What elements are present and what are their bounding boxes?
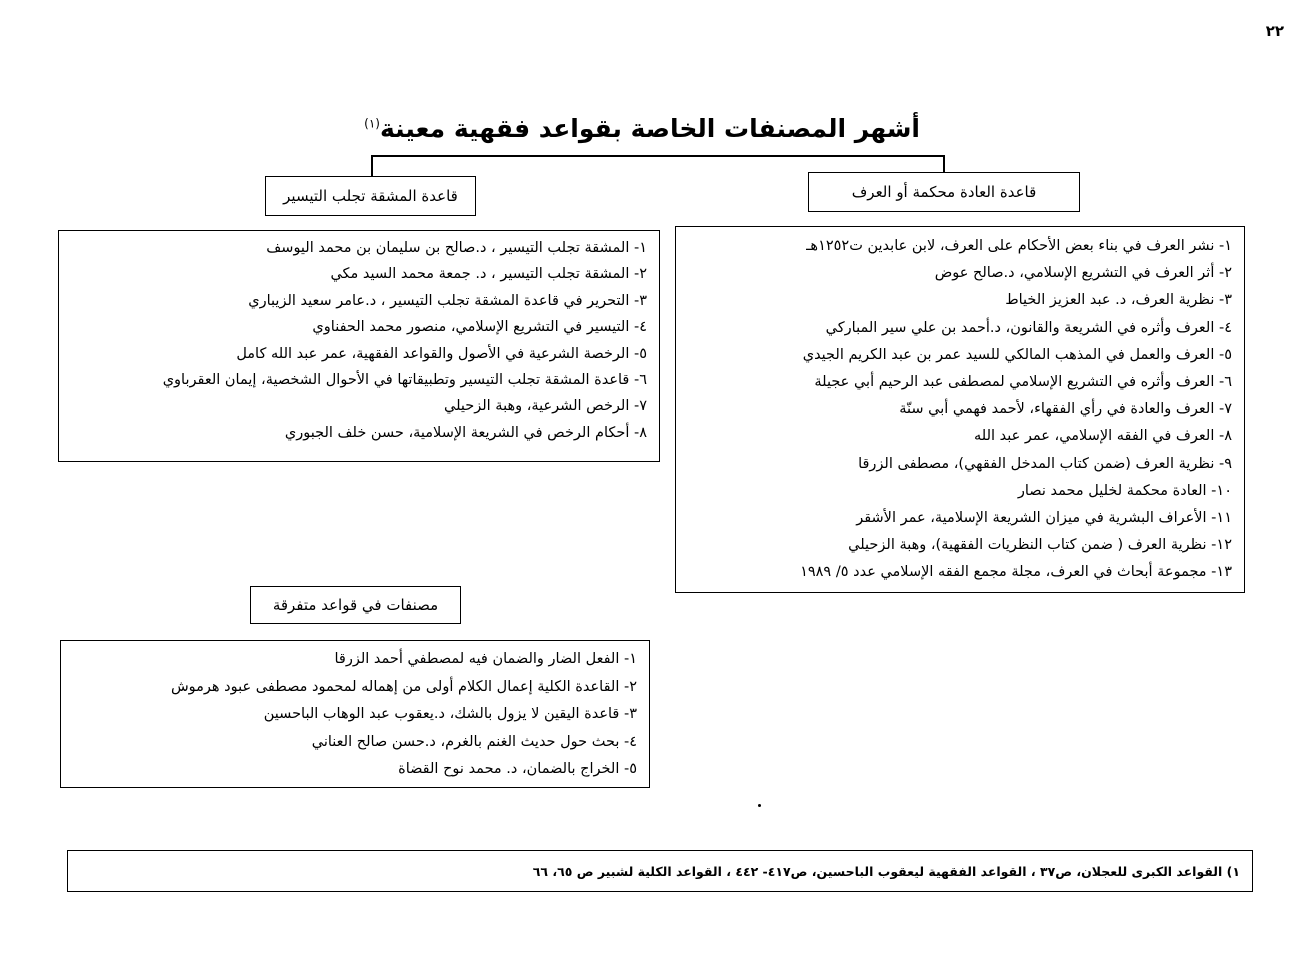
- list-item: ٢- المشقة تجلب التيسير ، د. جمعة محمد السيد مكي: [330, 266, 647, 283]
- list-item: ١- نشر العرف في بناء بعض الأحكام على العرف، لابن عابدين ت١٢٥٢هـ: [806, 238, 1232, 254]
- list-item: ٥- العرف والعمل في المذهب المالكي للسيد عمر بن عبد الكريم الجيدي: [802, 346, 1232, 363]
- list-item: ٧- الرخص الشرعية، وهبة الزحيلي: [444, 398, 647, 415]
- urf-header-box: [808, 172, 1080, 212]
- list-item: ٦- قاعدة المشقة تجلب التيسير وتطبيقاتها في الأحوال الشخصية، إيمان العقرباوي: [162, 372, 647, 389]
- footnote-box: [67, 850, 1253, 892]
- list-item: ١- المشقة تجلب التيسير ، د.صالح بن سليمان بن محمد اليوسف: [266, 240, 647, 256]
- stray-dot: [758, 804, 761, 807]
- mashaqqa-list-box: [58, 230, 660, 462]
- page-title: [364, 114, 920, 143]
- connector-horizontal: [371, 155, 945, 157]
- title-footnote-marker: (١): [364, 116, 380, 131]
- mashaqqa-header-label: قاعدة المشقة تجلب التيسير: [283, 187, 458, 205]
- footnote-text: ١) القواعد الكبرى للعجلان، ص٣٧ ، القواعد الفقهية ليعقوب الباحسين، ص٤١٧- ٤٤٢ ، القواعد الكلية لشبير ص ٦٥، ٦٦: [532, 863, 1240, 879]
- misc-list-box: [60, 640, 650, 788]
- misc-header-box: [250, 586, 461, 624]
- list-item: ٧- العرف والعادة في رأي الفقهاء، لأحمد فهمي أبي سنّة: [899, 401, 1232, 418]
- mashaqqa-header-box: [265, 176, 476, 216]
- connector-right-drop: [943, 155, 945, 172]
- list-item: ١- الفعل الضار والضمان فيه لمصطفي أحمد الزرقا: [334, 651, 637, 667]
- list-item: ٨- العرف في الفقه الإسلامي، عمر عبد الله: [974, 428, 1232, 445]
- list-item: ٣- قاعدة اليقين لا يزول بالشك، د.يعقوب عبد الوهاب الباحسين: [263, 706, 637, 723]
- list-item: ٤- العرف وأثره في الشريعة والقانون، د.أحمد بن علي سير المباركي: [825, 319, 1232, 336]
- connector-left-drop: [371, 155, 373, 176]
- list-item: ٤- بحث حول حديث الغنم بالغرم، د.حسن صالح العناني: [311, 733, 637, 750]
- title-text: أشهر المصنفات الخاصة بقواعد فقهية معينة: [379, 114, 920, 143]
- list-item: ٩- نظرية العرف (ضمن كتاب المدخل الفقهي)، مصطفى الزرقا: [858, 455, 1232, 472]
- list-item: ١٠- العادة محكمة لخليل محمد نصار: [1017, 482, 1232, 499]
- list-item: ٤- التيسير في التشريع الإسلامي، منصور محمد الحفناوي: [312, 319, 647, 336]
- list-item: ٣- نظرية العرف، د. عبد العزيز الخياط: [1005, 292, 1232, 309]
- list-item: ١٢- نظرية العرف ( ضمن كتاب النظريات الفقهية)، وهبة الزحيلي: [848, 537, 1232, 554]
- urf-header-label: قاعدة العادة محكمة أو العرف: [851, 183, 1037, 201]
- list-item: ٣- التحرير في قاعدة المشقة تجلب التيسير ، د.عامر سعيد الزيباري: [248, 292, 647, 309]
- page-number: ٢٢: [1265, 22, 1284, 40]
- misc-header-label: مصنفات في قواعد متفرقة: [272, 596, 439, 614]
- list-item: ٥- الخراج بالضمان، د. محمد نوح القضاة: [398, 761, 637, 778]
- list-item: ١١- الأعراف البشرية في ميزان الشريعة الإسلامية، عمر الأشقر: [856, 510, 1232, 527]
- list-item: ٢- القاعدة الكلية إعمال الكلام أولى من إهماله لمحمود مصطفى عبود هرموش: [170, 678, 637, 695]
- list-item: ١٣- مجموعة أبحاث في العرف، مجلة مجمع الفقه الإسلامي عدد ٥/ ١٩٨٩: [800, 564, 1232, 581]
- list-item: ٨- أحكام الرخص في الشريعة الإسلامية، حسن خلف الجبوري: [284, 424, 647, 441]
- list-item: ٥- الرخصة الشرعية في الأصول والقواعد الفقهية، عمر عبد الله كامل: [236, 345, 647, 362]
- urf-list-box: [675, 226, 1245, 593]
- list-item: ٦- العرف وأثره في التشريع الإسلامي لمصطفى عبد الرحيم أبي عجيلة: [814, 374, 1232, 391]
- list-item: ٢- أثر العرف في التشريع الإسلامي، د.صالح عوض: [934, 265, 1232, 282]
